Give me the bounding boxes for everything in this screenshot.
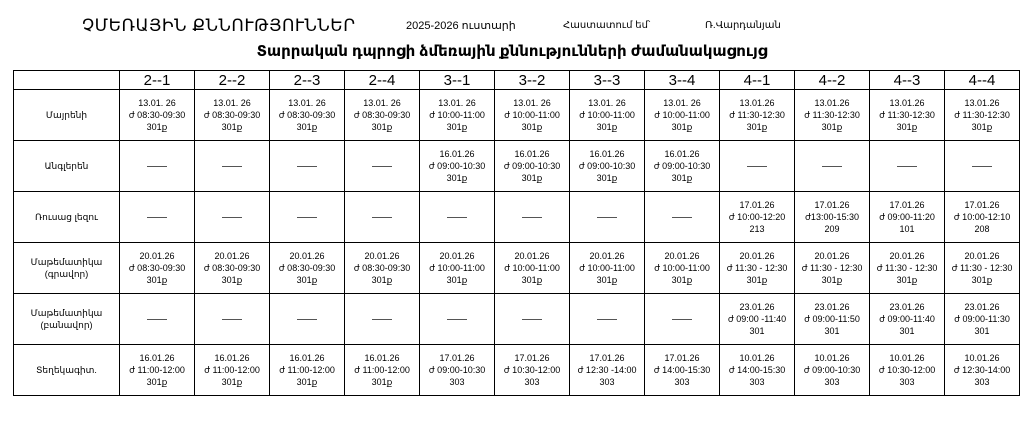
exam-room: 301ք <box>596 275 618 285</box>
exam-cell <box>945 90 1020 141</box>
no-exam-dash <box>447 319 467 320</box>
exam-time: ժ 11:30 - 12:30 <box>876 263 938 273</box>
exam-room: 301ք <box>746 275 768 285</box>
exam-cell <box>870 243 945 294</box>
exam-room: 301ք <box>746 122 768 132</box>
exam-room: 301ք <box>296 122 318 132</box>
exam-time: ժ 08:30-09:30 <box>203 263 261 273</box>
subject-name: Մաթեմատիկա (բանավոր) <box>14 294 120 345</box>
approval-label: Հաստատում եմ՝ <box>563 20 651 31</box>
exam-time: ժ 09:00-10:30 <box>503 161 561 171</box>
exam-date: 16.01.26 <box>214 353 250 363</box>
exam-cell <box>795 141 870 192</box>
exam-time: ժ 09:00-11:30 <box>954 314 1010 324</box>
exam-cell <box>420 192 495 243</box>
exam-time: ժ 10:00-11:00 <box>654 263 710 273</box>
exam-time: ժ 10:00-12:20 <box>728 212 786 222</box>
exam-cell <box>870 90 945 141</box>
exam-date: 20.01.26 <box>964 251 1000 261</box>
exam-date: 16.01.26 <box>439 149 475 159</box>
exam-cell <box>495 243 570 294</box>
exam-cell <box>195 294 270 345</box>
table-row <box>14 345 1020 396</box>
exam-cell <box>645 294 720 345</box>
exam-date: 13.01. 26 <box>138 98 176 108</box>
subject-name: Անգլերեն <box>14 141 120 192</box>
exam-room: 301ք <box>146 122 168 132</box>
exam-time: ժ 08:30-09:30 <box>128 110 186 120</box>
exam-cell <box>570 90 645 141</box>
exam-cell <box>120 192 195 243</box>
exam-date: 13.01.26 <box>814 98 850 108</box>
exam-date: 10.01.26 <box>739 353 775 363</box>
column-header-class: 2--2 <box>195 71 270 90</box>
exam-cell <box>720 192 795 243</box>
exam-room: 303 <box>824 377 840 387</box>
exam-cell <box>795 294 870 345</box>
exam-time: ժ 09:00-11:20 <box>879 212 935 222</box>
exam-time: ժ 14:00-15:30 <box>653 365 711 375</box>
exam-date: 17.01.26 <box>664 353 700 363</box>
table-row <box>14 90 1020 141</box>
exam-date: 17.01.26 <box>514 353 550 363</box>
exam-date: 23.01.26 <box>739 302 775 312</box>
exam-time: ժ13:00-15:30 <box>805 212 859 222</box>
exam-time: ժ 10:00-11:00 <box>504 110 560 120</box>
exam-date: 13.01. 26 <box>588 98 626 108</box>
exam-time: ժ 10:30-12:00 <box>503 365 561 375</box>
exam-cell <box>570 345 645 396</box>
exam-cell <box>120 90 195 141</box>
exam-room: 301 <box>749 326 765 336</box>
no-exam-dash <box>147 319 167 320</box>
exam-cell <box>345 294 420 345</box>
exam-room: 301ք <box>896 275 918 285</box>
exam-date: 20.01.26 <box>139 251 175 261</box>
exam-date: 17.01.26 <box>439 353 475 363</box>
exam-cell <box>120 243 195 294</box>
column-header-class: 3--2 <box>495 71 570 90</box>
exam-room: 301ք <box>371 377 393 387</box>
exam-date: 20.01.26 <box>364 251 400 261</box>
exam-room: 301ք <box>371 122 393 132</box>
table-row <box>14 243 1020 294</box>
no-exam-dash <box>147 166 167 167</box>
exam-room: 301ք <box>221 377 243 387</box>
schedule-subtitle: Տարրական դպրոցի ձմեռային քննությունների ժամանակացույց <box>256 43 768 60</box>
exam-room: 303 <box>749 377 765 387</box>
exam-date: 13.01. 26 <box>438 98 476 108</box>
exam-cell <box>945 345 1020 396</box>
exam-room: 301 <box>899 326 915 336</box>
exam-time: ժ 12:30-14:00 <box>953 365 1011 375</box>
exam-cell <box>420 345 495 396</box>
exam-time: ժ 09:00 -11:40 <box>727 314 787 324</box>
exam-date: 16.01.26 <box>664 149 700 159</box>
subject-name: Տեղեկագիտ. <box>14 345 120 396</box>
exam-date: 10.01.26 <box>964 353 1000 363</box>
exam-room: 301ք <box>821 275 843 285</box>
table-row <box>14 294 1020 345</box>
exam-date: 17.01.26 <box>814 200 850 210</box>
exam-cell <box>945 192 1020 243</box>
exam-time: ժ 08:30-09:30 <box>128 263 186 273</box>
exam-time: ժ 10:00-11:00 <box>429 263 485 273</box>
column-header-class: 3--4 <box>645 71 720 90</box>
exam-time: ժ 11:30-12:30 <box>804 110 860 120</box>
no-exam-dash <box>372 319 392 320</box>
exam-cell <box>270 294 345 345</box>
column-header-class: 4--1 <box>720 71 795 90</box>
exam-date: 17.01.26 <box>739 200 775 210</box>
exam-room: 208 <box>974 224 990 234</box>
exam-time: ժ 09:00-10:30 <box>653 161 711 171</box>
exam-room: 303 <box>674 377 690 387</box>
exam-time: ժ 09:00-10:30 <box>428 365 486 375</box>
exam-cell <box>720 90 795 141</box>
exam-date: 16.01.26 <box>514 149 550 159</box>
exam-date: 13.01. 26 <box>213 98 251 108</box>
exam-cell <box>645 141 720 192</box>
no-exam-dash <box>972 166 992 167</box>
exam-room: 303 <box>449 377 465 387</box>
exam-cell <box>720 345 795 396</box>
exam-time: ժ 08:30-09:30 <box>278 263 336 273</box>
exam-cell <box>420 294 495 345</box>
exam-date: 17.01.26 <box>589 353 625 363</box>
exam-cell <box>345 243 420 294</box>
exam-cell <box>720 141 795 192</box>
exam-room: 301ք <box>596 122 618 132</box>
exam-cell <box>570 294 645 345</box>
no-exam-dash <box>222 319 242 320</box>
exam-time: ժ 10:00-11:00 <box>504 263 560 273</box>
exam-date: 20.01.26 <box>889 251 925 261</box>
no-exam-dash <box>297 217 317 218</box>
exam-cell <box>270 90 345 141</box>
exam-cell <box>570 243 645 294</box>
exam-cell <box>120 345 195 396</box>
column-header-class: 4--3 <box>870 71 945 90</box>
column-header-class: 2--4 <box>345 71 420 90</box>
exam-cell <box>870 345 945 396</box>
no-exam-dash <box>597 319 617 320</box>
no-exam-dash <box>897 166 917 167</box>
exam-time: ժ 10:30-12:00 <box>878 365 936 375</box>
exam-cell <box>645 243 720 294</box>
no-exam-dash <box>522 319 542 320</box>
exam-schedule-table <box>13 70 1020 396</box>
exam-room: 301ք <box>521 122 543 132</box>
exam-cell <box>645 345 720 396</box>
exam-cell <box>345 141 420 192</box>
exam-date: 20.01.26 <box>439 251 475 261</box>
exam-cell <box>870 141 945 192</box>
exam-cell <box>495 192 570 243</box>
exam-room: 213 <box>749 224 765 234</box>
exam-cell <box>345 345 420 396</box>
column-header-class: 2--3 <box>270 71 345 90</box>
exam-cell <box>945 141 1020 192</box>
exam-date: 16.01.26 <box>289 353 325 363</box>
exam-date: 20.01.26 <box>814 251 850 261</box>
no-exam-dash <box>297 319 317 320</box>
exam-room: 301ք <box>146 377 168 387</box>
school-year: 2025-2026 ուստարի <box>406 20 516 32</box>
exam-date: 10.01.26 <box>814 353 850 363</box>
table-header-row <box>14 71 1020 90</box>
exam-cell <box>495 294 570 345</box>
column-header-class: 4--4 <box>945 71 1020 90</box>
exam-room: 301ք <box>671 122 693 132</box>
exam-date: 13.01.26 <box>964 98 1000 108</box>
subject-name: Ռուսաց լեզու <box>14 192 120 243</box>
table-row <box>14 141 1020 192</box>
no-exam-dash <box>372 217 392 218</box>
no-exam-dash <box>447 217 467 218</box>
exam-time: ժ 11:30 - 12:30 <box>726 263 788 273</box>
exam-time: ժ 10:00-11:00 <box>654 110 710 120</box>
exam-time: ժ 08:30-09:30 <box>353 110 411 120</box>
exam-date: 20.01.26 <box>739 251 775 261</box>
exam-cell <box>795 192 870 243</box>
exam-cell <box>270 141 345 192</box>
exam-cell <box>495 90 570 141</box>
corner-cell <box>14 71 120 90</box>
exam-cell <box>870 192 945 243</box>
exam-cell <box>270 192 345 243</box>
exam-date: 16.01.26 <box>589 149 625 159</box>
exam-time: ժ 09:00-10:30 <box>428 161 486 171</box>
exam-room: 301ք <box>221 275 243 285</box>
exam-date: 23.01.26 <box>889 302 925 312</box>
exam-date: 16.01.26 <box>364 353 400 363</box>
exam-time: ժ 11:30 - 12:30 <box>801 263 863 273</box>
no-exam-dash <box>372 166 392 167</box>
exam-room: 301ք <box>371 275 393 285</box>
exam-date: 10.01.26 <box>889 353 925 363</box>
exam-cell <box>270 243 345 294</box>
exam-time: ժ 11:30-12:30 <box>879 110 935 120</box>
exam-time: ժ 09:00-10:30 <box>803 365 861 375</box>
no-exam-dash <box>222 217 242 218</box>
exam-time: ժ 10:00-11:00 <box>429 110 485 120</box>
exam-date: 17.01.26 <box>889 200 925 210</box>
exam-date: 23.01.26 <box>814 302 850 312</box>
exam-date: 20.01.26 <box>514 251 550 261</box>
exam-time: ժ 11:30 - 12:30 <box>951 263 1013 273</box>
exam-cell <box>945 294 1020 345</box>
exam-time: ժ 08:30-09:30 <box>203 110 261 120</box>
exam-date: 13.01.26 <box>739 98 775 108</box>
exam-date: 20.01.26 <box>589 251 625 261</box>
no-exam-dash <box>222 166 242 167</box>
exam-date: 13.01. 26 <box>663 98 701 108</box>
exam-room: 301ք <box>971 122 993 132</box>
exam-time: ժ 08:30-09:30 <box>353 263 411 273</box>
exam-cell <box>645 90 720 141</box>
subject-name: Մայրենի <box>14 90 120 141</box>
no-exam-dash <box>147 217 167 218</box>
exam-cell <box>795 243 870 294</box>
table-body <box>14 90 1020 396</box>
exam-room: 301 <box>824 326 840 336</box>
exam-room: 303 <box>974 377 990 387</box>
exam-cell <box>720 294 795 345</box>
exam-cell <box>195 192 270 243</box>
no-exam-dash <box>597 217 617 218</box>
exam-room: 301ք <box>821 122 843 132</box>
exam-time: ժ 10:00-11:00 <box>579 263 635 273</box>
exam-room: 301ք <box>671 275 693 285</box>
exam-room: 301ք <box>671 173 693 183</box>
no-exam-dash <box>747 166 767 167</box>
exam-room: 301ք <box>146 275 168 285</box>
exam-cell <box>570 141 645 192</box>
exam-date: 23.01.26 <box>964 302 1000 312</box>
exam-room: 301ք <box>521 173 543 183</box>
no-exam-dash <box>297 166 317 167</box>
column-header-class: 3--1 <box>420 71 495 90</box>
exam-room: 301 <box>974 326 990 336</box>
exam-time: ժ 11:30-12:30 <box>729 110 785 120</box>
exam-time: ժ 09:00-10:30 <box>578 161 636 171</box>
document-header <box>0 16 1024 38</box>
exam-date: 20.01.26 <box>664 251 700 261</box>
exam-time: ժ 11:00-12:00 <box>129 365 185 375</box>
exam-cell <box>570 192 645 243</box>
exam-cell <box>120 141 195 192</box>
exam-room: 209 <box>824 224 840 234</box>
exam-time: ժ 11:00-12:00 <box>204 365 260 375</box>
exam-date: 20.01.26 <box>289 251 325 261</box>
exam-cell <box>495 345 570 396</box>
exam-cell <box>720 243 795 294</box>
exam-date: 13.01. 26 <box>288 98 326 108</box>
exam-room: 301ք <box>296 275 318 285</box>
column-header-class: 2--1 <box>120 71 195 90</box>
exam-date: 20.01.26 <box>214 251 250 261</box>
exam-cell <box>420 141 495 192</box>
exam-time: ժ 11:00-12:00 <box>279 365 335 375</box>
exam-room: 301ք <box>221 122 243 132</box>
table-row <box>14 192 1020 243</box>
exam-time: ժ 11:30-12:30 <box>954 110 1010 120</box>
exam-cell <box>195 141 270 192</box>
exam-cell <box>495 141 570 192</box>
exam-cell <box>420 243 495 294</box>
exam-cell <box>795 345 870 396</box>
exam-time: ժ 09:00-11:40 <box>879 314 935 324</box>
exam-room: 301ք <box>446 275 468 285</box>
no-exam-dash <box>672 217 692 218</box>
exam-date: 17.01.26 <box>964 200 1000 210</box>
exam-room: 301ք <box>446 122 468 132</box>
exam-cell <box>195 243 270 294</box>
no-exam-dash <box>522 217 542 218</box>
exam-room: 301ք <box>296 377 318 387</box>
exam-room: 301ք <box>521 275 543 285</box>
exam-time: ժ 10:00-11:00 <box>579 110 635 120</box>
exam-date: 16.01.26 <box>139 353 175 363</box>
exam-time: ժ 08:30-09:30 <box>278 110 336 120</box>
exam-cell <box>120 294 195 345</box>
exam-cell <box>795 90 870 141</box>
no-exam-dash <box>672 319 692 320</box>
exam-room: 301ք <box>596 173 618 183</box>
exam-date: 13.01.26 <box>889 98 925 108</box>
exam-cell <box>645 192 720 243</box>
exam-room: 303 <box>899 377 915 387</box>
column-header-class: 4--2 <box>795 71 870 90</box>
exam-time: ժ 11:00-12:00 <box>354 365 410 375</box>
exam-cell <box>945 243 1020 294</box>
subject-name: Մաթեմատիկա (գրավոր) <box>14 243 120 294</box>
exam-date: 13.01. 26 <box>513 98 551 108</box>
exam-room: 303 <box>524 377 540 387</box>
exam-time: ժ 14:00-15:30 <box>728 365 786 375</box>
exam-time: ժ 12:30 -14:00 <box>577 365 637 375</box>
exam-cell <box>345 90 420 141</box>
exam-room: 301ք <box>896 122 918 132</box>
exam-cell <box>420 90 495 141</box>
exam-time: ժ 09:00-11:50 <box>804 314 860 324</box>
exam-cell <box>195 90 270 141</box>
exam-room: 101 <box>899 224 915 234</box>
no-exam-dash <box>822 166 842 167</box>
exam-cell <box>345 192 420 243</box>
signer-name: Ռ.Վարդանյան <box>705 20 781 31</box>
document-title: ՉՄԵՌԱՅԻՆ ՔՆՆՈՒԹՅՈՒՆՆԵՐ <box>82 16 356 35</box>
exam-cell <box>270 345 345 396</box>
exam-room: 301ք <box>971 275 993 285</box>
exam-room: 301ք <box>446 173 468 183</box>
exam-date: 13.01. 26 <box>363 98 401 108</box>
column-header-class: 3--3 <box>570 71 645 90</box>
exam-cell <box>195 345 270 396</box>
exam-cell <box>870 294 945 345</box>
exam-room: 303 <box>599 377 615 387</box>
exam-time: ժ 10:00-12:10 <box>953 212 1011 222</box>
